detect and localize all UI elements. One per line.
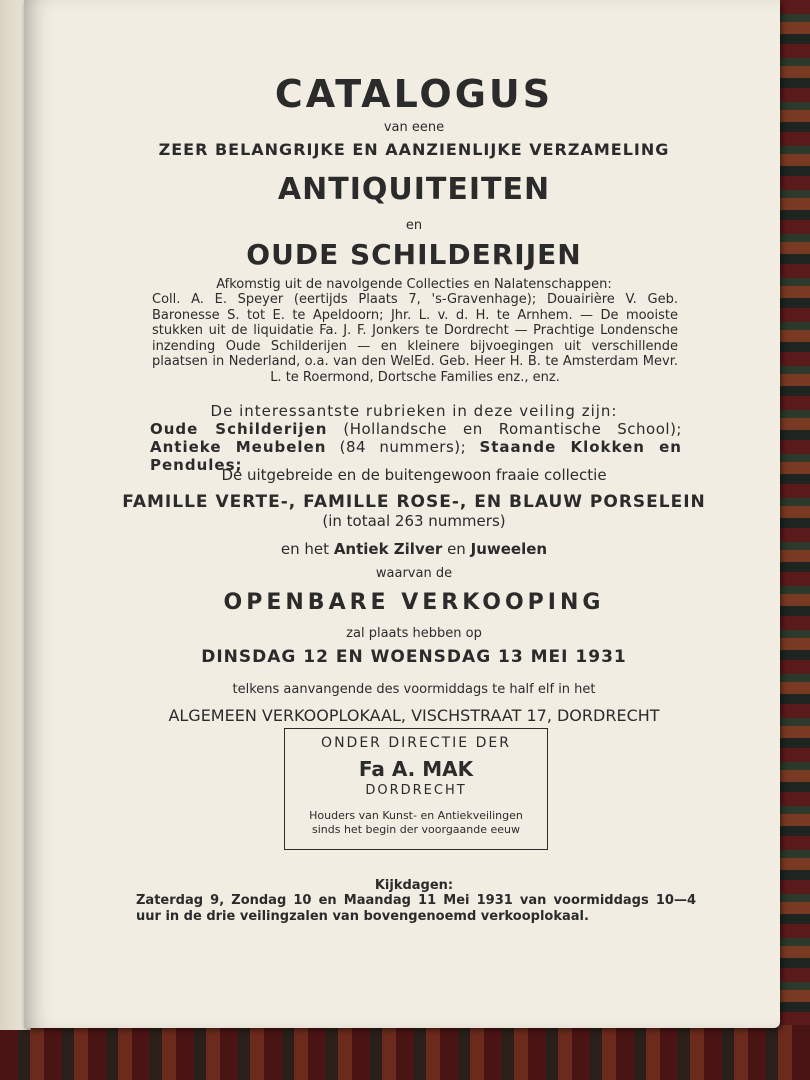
catalogue-title: CATALOGUS <box>274 72 554 116</box>
rub-oude-schilderijen: Oude Schilderijen <box>150 420 328 438</box>
rub-meubelen-text: (84 nummers); <box>339 438 467 456</box>
plaats-line: zal plaats hebben op <box>346 626 482 641</box>
zilver-bold: Antiek Zilver <box>333 540 443 558</box>
afkomstig-line: Afkomstig uit de navolgende Collecties en Nalatenschappen: <box>216 277 612 292</box>
houders-line-1: Houders van Kunst- en Antiekveilingen <box>309 809 523 822</box>
zilver-line <box>24 540 804 558</box>
van-eene: van eene <box>383 120 445 135</box>
collections-paragraph: Coll. A. E. Speyer (eertijds Plaats 7, 's-Gravenhage); Douairière V. Geb. Baronesse S. tot E. te Apeldoorn; Jhr. L. v. d. H. te Arnhem. — De mooiste stukken uit de liquidatie Fa. J. F. Jonkers te Dordrecht — Prachtige Londensche inzending Oude Schilderijen — en kleinere bijvoegingen uit verschillende plaatsen in Nederland, o.a. van den WelEd. Geb. Heer H. B. te Amsterdam Mevr. L. te Roermond, Dortsche Families enz., enz. <box>152 292 678 385</box>
telkens-line: telkens aanvangende des voormiddags te half elf in het <box>232 682 596 697</box>
kijkdagen-heading: Kijkdagen: <box>374 878 454 893</box>
rub-oude-text: (Hollandsche en Romantische School); <box>343 420 682 438</box>
firm-name: Fa A. MAK <box>358 757 474 781</box>
lokaal-line: ALGEMEEN VERKOOPLOKAAL, VISCHSTRAAT 17, DORDRECHT <box>168 706 660 725</box>
dates-line: DINSDAG 12 EN WOENSDAG 13 MEI 1931 <box>201 647 627 667</box>
verkooping-heading: OPENBARE VERKOOPING <box>223 590 605 615</box>
juweelen-bold: Juweelen <box>470 540 548 558</box>
zilver-en: en <box>447 540 466 558</box>
rub-klokken: Staande Klokken en Pendules; <box>150 438 682 474</box>
catalogue-page <box>24 0 780 1028</box>
firm-city: DORDRECHT <box>365 783 467 798</box>
totaal-line: (in totaal 263 nummers) <box>322 512 506 530</box>
waarvan-line: waarvan de <box>375 566 453 581</box>
heading-schilderijen: OUDE SCHILDERIJEN <box>246 238 582 271</box>
famille-line: FAMILLE VERTE-, FAMILLE ROSE-, EN BLAUW PORSELEIN <box>122 492 706 512</box>
zilver-pre: en het <box>280 540 330 558</box>
subtitle: ZEER BELANGRIJKE EN AANZIENLIJKE VERZAMELING <box>158 140 670 159</box>
kijkdagen-text: Zaterdag 9, Zondag 10 en Maandag 11 Mei 1931 van voormiddags 10—4 uur in de drie veilingzalen van bovengenoemd verkooplokaal. <box>136 893 696 924</box>
heading-antiquiteiten: ANTIQUITEITEN <box>277 172 551 207</box>
directie-box <box>284 728 548 850</box>
uitgebreide-line: De uitgebreide en de buitengewoon fraaie collectie <box>221 466 607 484</box>
background-rug-bottom <box>0 1025 810 1080</box>
houders-line-2: sinds het begin der voorgaande eeuw <box>311 823 521 836</box>
en-text: en <box>405 218 423 233</box>
rubrieken-intro: De interessantste rubrieken in deze veiling zijn: <box>210 402 618 420</box>
onder-directie: ONDER DIRECTIE DER <box>321 735 511 751</box>
rub-antieke-meubelen: Antieke Meubelen <box>150 438 327 456</box>
